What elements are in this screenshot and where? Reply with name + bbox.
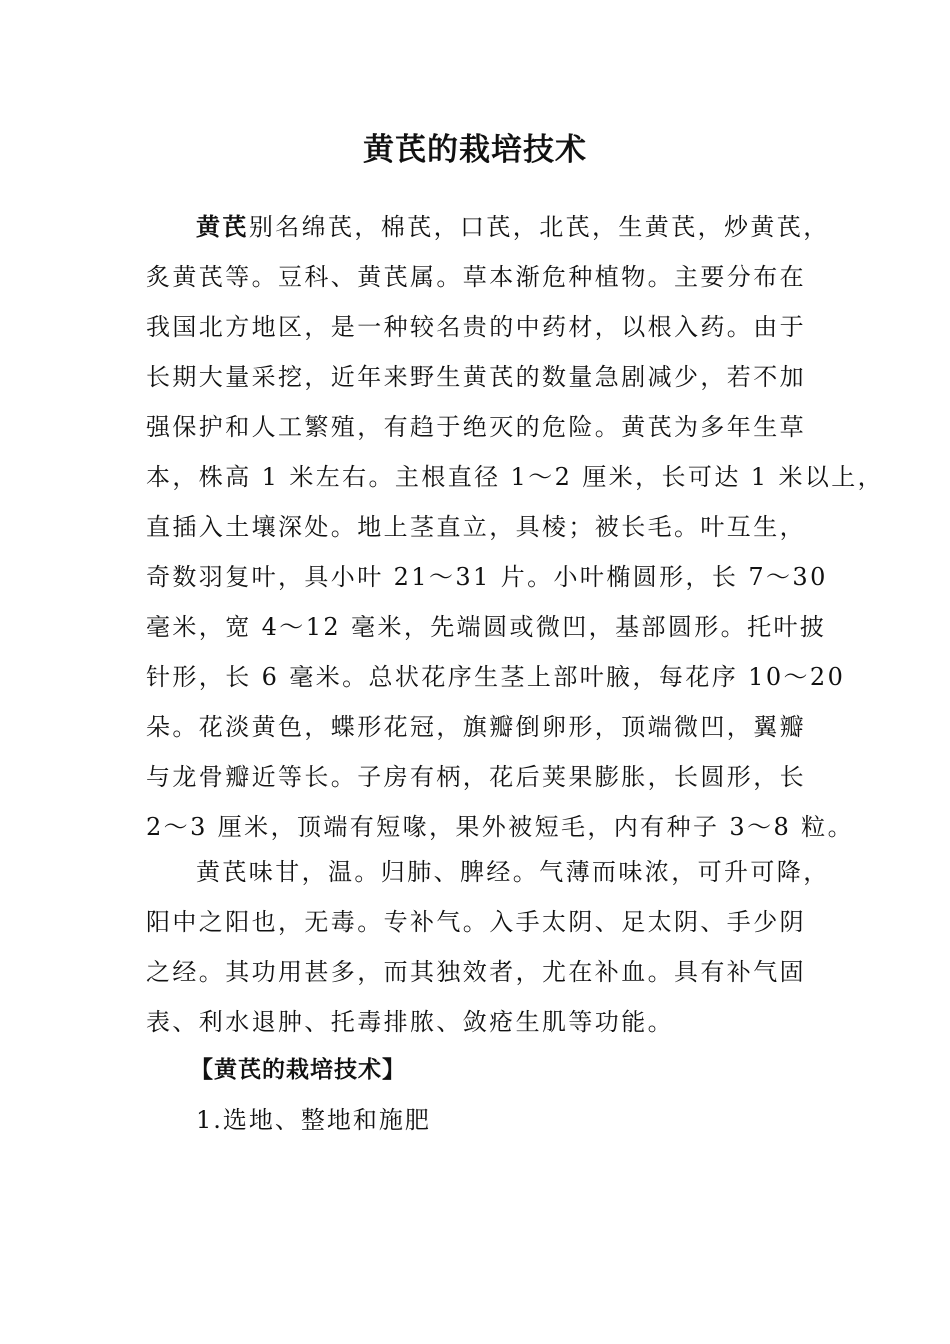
subsection-heading: 1.选地、整地和施肥	[196, 1106, 431, 1134]
paragraph-line: 本，株高 1 米左右。主根直径 1～2 厘米，长可达 1 米以上，	[146, 463, 885, 491]
paragraph-line: 强保护和人工繁殖，有趋于绝灭的危险。黄芪为多年生草	[146, 413, 806, 441]
paragraph-line: 阳中之阳也，无毒。专补气。入手太阴、足太阴、手少阴	[146, 908, 806, 936]
document-title: 黄芪的栽培技术	[363, 132, 587, 168]
paragraph-line: 针形，长 6 毫米。总状花序生茎上部叶腋，每花序 10～20	[146, 663, 846, 691]
paragraph-properties	[146, 847, 830, 1047]
paragraph-line: 长期大量采挖，近年来野生黄芪的数量急剧减少，若不加	[146, 363, 806, 391]
paragraph-line: 与龙骨瓣近等长。子房有柄，花后荚果膨胀，长圆形，长	[146, 763, 806, 791]
paragraph-description	[146, 202, 885, 852]
paragraph-line: 奇数羽复叶，具小叶 21～31 片。小叶椭圆形，长 7～30	[146, 563, 828, 591]
paragraph-line: 我国北方地区，是一种较名贵的中药材，以根入药。由于	[146, 313, 806, 341]
first-line-text: 别名绵芪，棉芪，口芪，北芪，生黄芪，炒黄芪，	[248, 213, 830, 241]
lead-term: 黄芪	[196, 213, 249, 241]
paragraph-line: 直插入土壤深处。地上茎直立，具棱；被长毛。叶互生，	[146, 513, 806, 541]
paragraph-line: 毫米，宽 4～12 毫米，先端圆或微凹，基部圆形。托叶披	[146, 613, 827, 641]
paragraph-line: 黄芪味甘，温。归肺、脾经。气薄而味浓，可升可降，	[196, 858, 830, 886]
paragraph-line: 2～3 厘米，顶端有短喙，果外被短毛，内有种子 3～8 粒。	[146, 813, 854, 841]
paragraph-line: 表、利水退肿、托毒排脓、敛疮生肌等功能。	[146, 1008, 674, 1036]
paragraph-line: 炙黄芪等。豆科、黄芪属。草本渐危种植物。主要分布在	[146, 263, 806, 291]
paragraph-line: 朵。花淡黄色，蝶形花冠，旗瓣倒卵形，顶端微凹，翼瓣	[146, 713, 806, 741]
paragraph-line: 之经。其功用甚多，而其独效者，尤在补血。具有补气固	[146, 958, 806, 986]
paragraph-line	[146, 202, 830, 252]
section-heading: 【黄芪的栽培技术】	[190, 1057, 406, 1083]
